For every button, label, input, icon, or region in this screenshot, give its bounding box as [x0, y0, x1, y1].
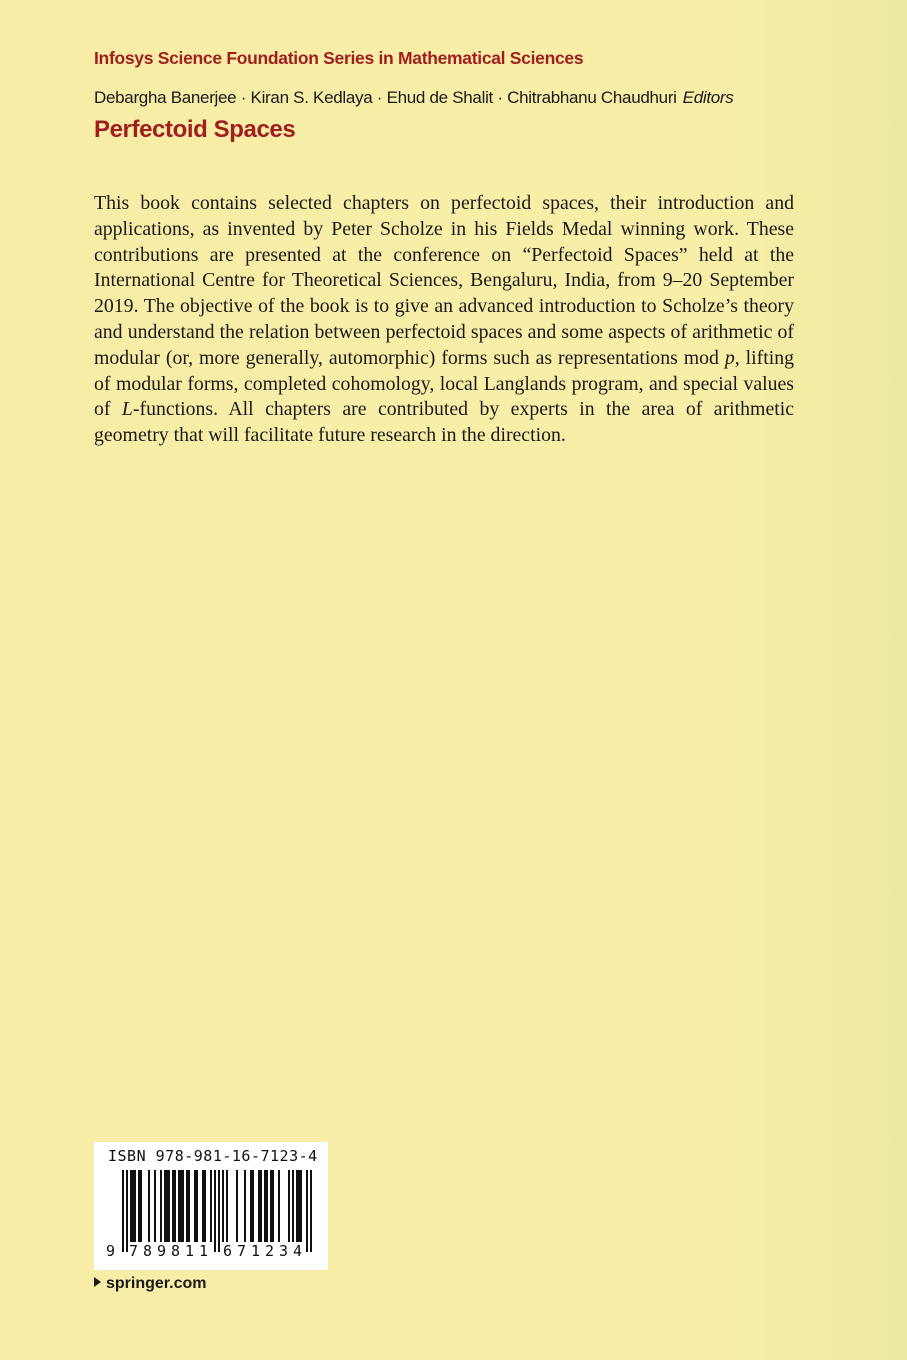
barcode-bar: [126, 1170, 128, 1252]
barcode-bar: [202, 1170, 204, 1242]
barcode-bar: [182, 1170, 184, 1242]
barcode-digit: 9: [157, 1242, 167, 1260]
barcode-bar: [300, 1170, 302, 1242]
barcode-bar: [172, 1170, 174, 1242]
barcode-bar: [278, 1170, 280, 1242]
editors-role: Editors: [682, 88, 734, 107]
barcode-digit: 3: [279, 1242, 289, 1260]
description-part-3: -functions. All chapters are contributed by experts in the area of arithmetic geometry that will facilitate future research in the direction.: [94, 398, 794, 447]
barcode-bar: [168, 1170, 170, 1242]
barcode-bar: [218, 1170, 220, 1252]
barcode-bar: [178, 1170, 180, 1242]
barcode-bar: [148, 1170, 150, 1242]
barcode-bar: [310, 1170, 312, 1252]
editor-names: Debargha Banerjee · Kiran S. Kedlaya · Ehud de Shalit · Chitrabhanu Chaudhuri: [94, 88, 677, 107]
barcode-bar: [210, 1170, 212, 1242]
book-title: Perfectoid Spaces: [94, 116, 296, 143]
series-title: Infosys Science Foundation Series in Mathematical Sciences: [94, 48, 584, 68]
barcode-bar: [222, 1170, 224, 1242]
book-description: [94, 191, 794, 449]
publisher-link[interactable]: [94, 1275, 206, 1293]
barcode-digit: 1: [185, 1242, 195, 1260]
barcode-graphic: [94, 1142, 328, 1270]
description-part-1: This book contains selected chapters on perfectoid spaces, their introduction and applications, as invented by Peter Scholze in his Fields Medal winning work. These contributions are presented at the conference on “Perfectoid Spaces” held at the International Centre for Theoretical Sciences, Bengaluru, India, from 9–20 September 2019. The objective of the book is to give an advanced introduction to Scholze’s theory and understand the relation between perfectoid spaces and some aspects of arithmetic of modular (or, more generally, automorphic) forms such as representations mod: [94, 192, 794, 369]
barcode-digit: 7: [237, 1242, 247, 1260]
triangle-arrow-icon: [94, 1277, 101, 1287]
barcode-bar: [186, 1170, 188, 1242]
isbn-label: ISBN 978-981-16-7123-4: [108, 1147, 318, 1165]
barcode-bar: [174, 1170, 176, 1242]
barcode-bar: [180, 1170, 182, 1242]
barcode-digit-lead: 9: [106, 1242, 116, 1260]
barcode-bar: [270, 1170, 272, 1242]
barcode-bar: [260, 1170, 262, 1242]
barcode-bar: [138, 1170, 140, 1242]
barcode-bar: [166, 1170, 168, 1242]
barcode-bar: [264, 1170, 266, 1242]
barcode-bar: [292, 1170, 294, 1242]
barcode-bar: [298, 1170, 300, 1242]
barcode-bar: [244, 1170, 246, 1242]
barcode-bar: [188, 1170, 190, 1242]
barcode-bar: [132, 1170, 134, 1242]
publisher-url: springer.com: [106, 1275, 207, 1292]
barcode-bar: [236, 1170, 238, 1242]
barcode-bar: [140, 1170, 142, 1242]
barcode-digit: 1: [251, 1242, 261, 1260]
barcode-bar: [288, 1170, 290, 1242]
barcode-bar: [250, 1170, 252, 1242]
barcode-bar: [154, 1170, 156, 1242]
isbn-barcode: [94, 1142, 328, 1270]
barcode-bar: [194, 1170, 196, 1242]
description-part-2: , lifting of modular forms, completed cohomology, local Langlands program, and special values of: [94, 346, 794, 421]
description-variable-L: L: [121, 398, 133, 421]
barcode-bar: [164, 1170, 166, 1242]
barcode-bar: [266, 1170, 268, 1242]
barcode-digit: 8: [143, 1242, 153, 1260]
description-variable-p: p: [724, 346, 735, 369]
barcode-bar: [296, 1170, 298, 1242]
barcode-bar: [306, 1170, 308, 1252]
barcode-bar: [130, 1170, 132, 1242]
barcode-digit: 1: [199, 1242, 209, 1260]
barcode-bar: [226, 1170, 228, 1242]
barcode-digit: 6: [223, 1242, 233, 1260]
barcode-bar: [204, 1170, 206, 1242]
barcode-bar: [122, 1170, 124, 1252]
barcode-bar: [134, 1170, 136, 1242]
barcode-bar: [258, 1170, 260, 1242]
barcode-digit: 2: [265, 1242, 275, 1260]
barcode-digit: 8: [171, 1242, 181, 1260]
barcode-bar: [272, 1170, 274, 1242]
barcode-bar: [252, 1170, 254, 1242]
barcode-digit: 4: [293, 1242, 303, 1260]
barcode-bar: [214, 1170, 216, 1252]
barcode-bar: [196, 1170, 198, 1242]
editors-line: [94, 88, 733, 108]
barcode-digit: 7: [129, 1242, 139, 1260]
barcode-bar: [160, 1170, 162, 1242]
